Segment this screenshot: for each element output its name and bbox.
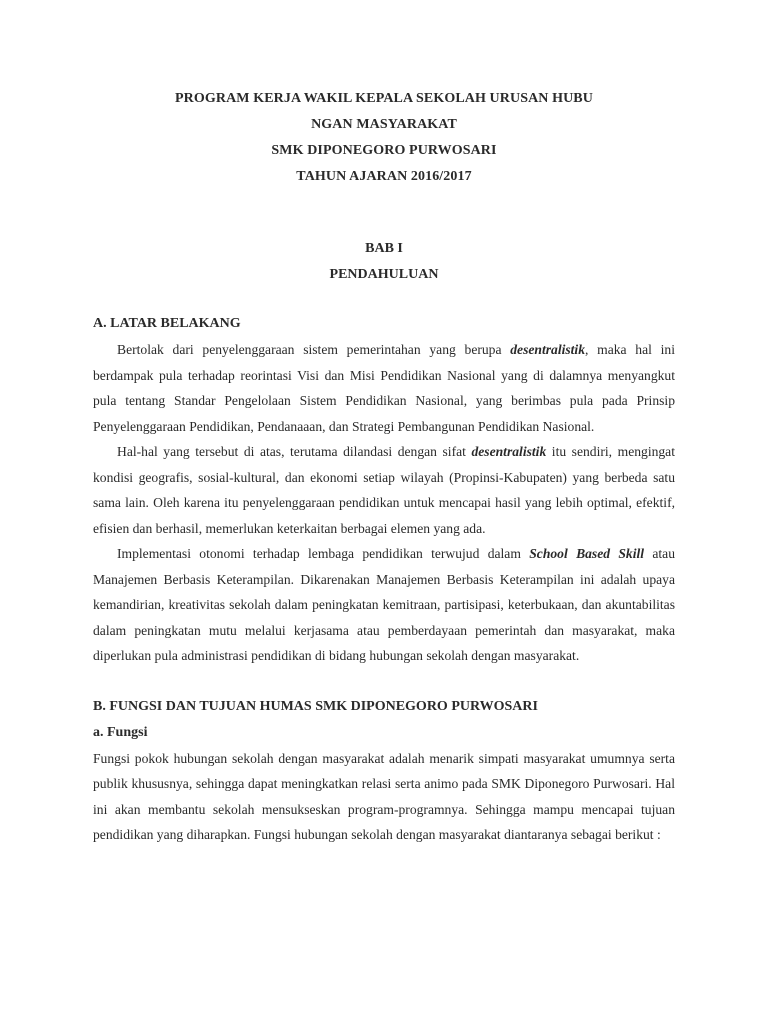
title-line-1: PROGRAM KERJA WAKIL KEPALA SEKOLAH URUSAN HUBU xyxy=(175,91,593,106)
section-spacer xyxy=(93,669,675,694)
document-body xyxy=(93,311,675,848)
paragraph-text: atau Manajemen Berbasis Keterampilan. Dikarenakan Manajemen Berbasis Keterampilan ini adalah upaya kemandirian, kreativitas sekolah dalam peningkatan kemitraan, partisipasi, keterbukaan, dan akuntabilitas dalam peningkatan mutu melalui kerjasama atau pemberdayaan pemerintah dan masyarakat, maka diperlukan pula administrasi pendidikan di bidang hubungan sekolah dengan masyarakat. xyxy=(93,546,675,663)
section-b-heading: B. FUNGSI DAN TUJUAN HUMAS SMK DIPONEGORO PURWOSARI xyxy=(93,698,538,714)
section-a-paragraph-2 xyxy=(93,439,675,541)
title-line-4: TAHUN AJARAN 2016/2017 xyxy=(296,169,472,184)
section-b-paragraph-1: Fungsi pokok hubungan sekolah dengan masyarakat adalah menarik simpati masyarakat umumnya serta publik khususnya, sehingga dapat meningkatkan relasi serta animo pada SMK Diponegoro Purwosari. Hal ini akan membantu sekolah mensukseskan program-programnya. Sehingga mampu mencapai tujuan pendidikan yang diharapkan. Fungsi hubungan sekolah dengan masyarakat diantaranya sebagai berikut : xyxy=(93,750,675,842)
paragraph-text: , maka hal ini berdampak pula terhadap reorintasi Visi dan Misi Pendidikan Nasional yang di dalamnya menyangkut pula tentang Standar Pengelolaan Sistem Pendidikan Nasional, yang berimbas pula pada Prinsip Penyelenggaraan Pendidikan, Pendanaaan, dan Strategi Pembangunan Pendidikan Nasional. xyxy=(93,342,675,434)
emphasis-text: desentralistik xyxy=(471,444,547,459)
chapter-heading xyxy=(120,236,648,288)
document-title xyxy=(120,86,648,190)
chapter-title: PENDAHULUAN xyxy=(329,267,439,282)
paragraph-text: Bertolak dari penyelenggaraan sistem pemerintahan yang berupa xyxy=(117,342,511,357)
paragraph-text: itu sendiri, mengingat kondisi geografis, sosial-kultural, dan ekonomi setiap wilayah (Propinsi-Kabupaten) yang berbeda satu sama lain. Oleh karena itu penyelenggaraan pendidikan untuk mencapai hasil yang lebih optimal, efektif, efisien dan berhasil, memerlukan keterkaitan berbagai elemen yang ada. xyxy=(93,444,675,536)
section-a-paragraph-3 xyxy=(93,541,675,669)
emphasis-text: desentralistik xyxy=(510,342,586,357)
chapter-number: BAB I xyxy=(365,241,403,256)
section-a-heading: A. LATAR BELAKANG xyxy=(93,316,241,331)
section-a-paragraph-1 xyxy=(93,337,675,439)
title-line-2: NGAN MASYARAKAT xyxy=(311,117,457,132)
title-line-3: SMK DIPONEGORO PURWOSARI xyxy=(271,143,497,158)
emphasis-text: School Based Skill xyxy=(529,546,645,561)
section-b-subheading-fungsi: a. Fungsi xyxy=(93,724,148,740)
paragraph-text: Implementasi otonomi terhadap lembaga pendidikan terwujud dalam xyxy=(117,546,530,561)
paragraph-text: Hal-hal yang tersebut di atas, terutama dilandasi dengan sifat xyxy=(117,444,472,459)
